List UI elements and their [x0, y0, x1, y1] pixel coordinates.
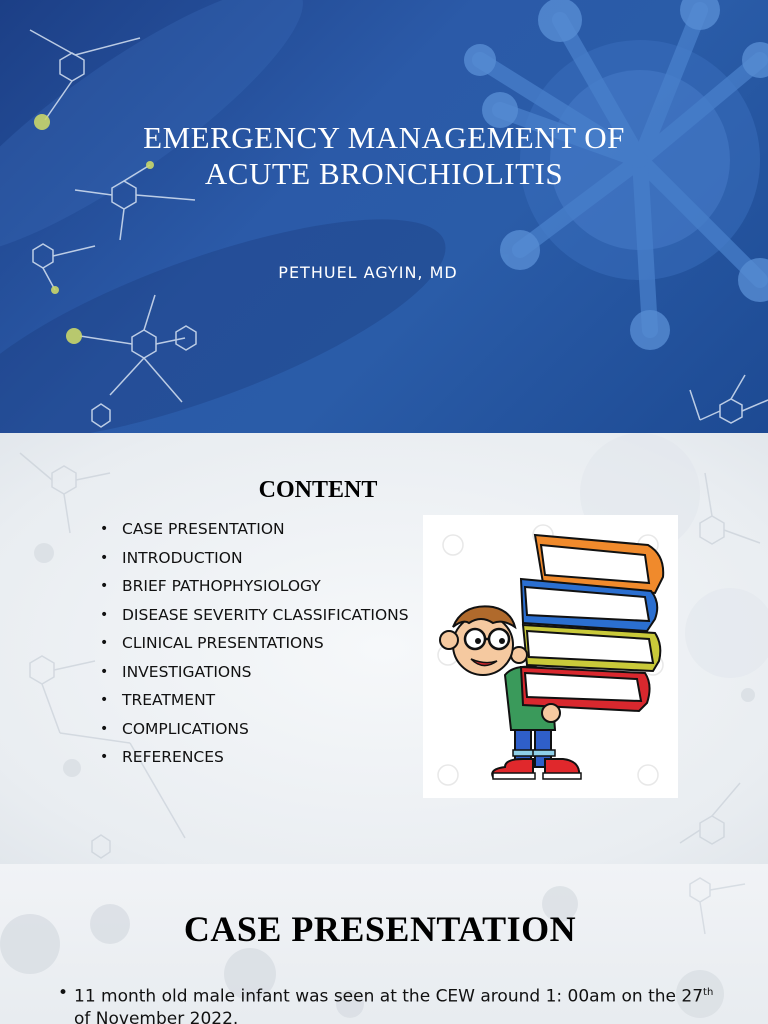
- title-slide: [0, 0, 768, 433]
- list-item: • COMPLICATIONS: [100, 719, 410, 740]
- list-item: • CLINICAL PRESENTATIONS: [100, 633, 410, 654]
- author-name: PETHUEL AGYIN, MD: [278, 263, 458, 282]
- title-line-1: EMERGENCY MANAGEMENT OF: [143, 120, 625, 155]
- virus-molecule-background: [0, 0, 768, 433]
- content-slide: [0, 433, 768, 864]
- ordinal-superscript: th: [703, 987, 714, 998]
- bullet-marker: •: [58, 983, 69, 1003]
- presentation-title: [0, 120, 768, 192]
- title-line-2: ACUTE BRONCHIOLITIS: [204, 156, 564, 191]
- list-item: • INVESTIGATIONS: [100, 662, 410, 683]
- list-item: • TREATMENT: [100, 690, 410, 711]
- case-bullet-text: [58, 982, 718, 1024]
- list-item: • REFERENCES: [100, 747, 410, 768]
- case-text-part2: of November 2022.: [74, 1008, 239, 1024]
- boy-carrying-books-illustration: [423, 515, 678, 798]
- list-item: • CASE PRESENTATION: [100, 519, 410, 540]
- content-list: [100, 519, 410, 776]
- list-item: • INTRODUCTION: [100, 548, 410, 569]
- list-item: • DISEASE SEVERITY CLASSIFICATIONS: [100, 605, 410, 626]
- content-heading: CONTENT: [258, 477, 378, 503]
- list-item: • BRIEF PATHOPHYSIOLOGY: [100, 576, 410, 597]
- case-presentation-slide: [0, 864, 768, 1024]
- case-presentation-heading: CASE PRESENTATION: [183, 909, 577, 949]
- case-text-part1: 11 month old male infant was seen at the CEW around 1: 00am on the 27: [74, 986, 704, 1007]
